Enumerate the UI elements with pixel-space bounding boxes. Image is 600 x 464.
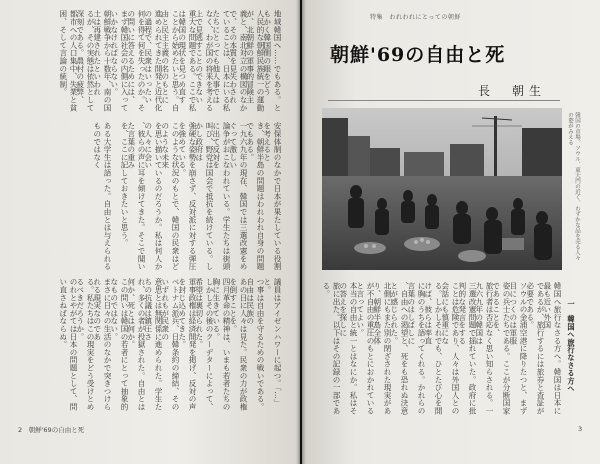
- text-column: 姿の兵士たちである。ここが分断国家であることを、: [491, 282, 511, 415]
- text-column: き、朝鮮半島の問題はわれわれ自身の問題でもある。: [245, 122, 265, 271]
- left-page-folio: 2 朝鮮'69の自由と死: [18, 426, 85, 434]
- text-column: るが、その実態は依然として深刻である。農村の疲弊、: [75, 10, 95, 112]
- text-column: 人民的な朝鮮民族統一の運動が、北朝鮮の軍事的冒険主: [245, 10, 265, 112]
- right-page-folio: 3: [578, 425, 583, 433]
- series-label: 特集 われわれにとっての朝鮮: [370, 14, 461, 21]
- text-column: しかしその後のクーデターによって、希望は裏切られた。: [194, 278, 214, 411]
- book-gutter: [296, 0, 306, 464]
- text-column: を思い描いているのだろうか。私は何人かの人々に会い: [143, 122, 163, 271]
- text-column: まず韓国社会の内側に入っていかなければならない。: [109, 10, 129, 112]
- section-heading: 一 韓国へ旅行なさる方へ: [567, 300, 576, 393]
- market-photo: [322, 108, 562, 270]
- photo-caption: 韓国の市場。ソウル、東大門の近く、わずかな品を売る人々の姿がみえる: [567, 112, 580, 261]
- text-column: このような状況のもとで、韓国の民衆はどのような未来: [160, 122, 180, 271]
- text-column: 旅行者は否応なく思い知らされる。一九六九年の韓国は: [474, 282, 494, 415]
- text-column: 意思とは無関係に進められた。学生たちの抗議は鎮圧さ: [143, 278, 163, 411]
- text-column: が不自由の重圧のもとにおかれていると言ってよい。: [355, 282, 375, 415]
- left-page-top-block: [60, 10, 282, 118]
- text-column: 朝鮮戦争から十数年、南の国土は再建されたといわれ: [92, 10, 112, 112]
- text-column: つ事は自由を守るための戦いである。自由は民族の: [245, 278, 265, 411]
- text-column: 本当の自由と統一とはなにか。私はその答えを探しに: [338, 282, 358, 415]
- text-column: であるが、旅行するには旅券と査証が必要である。: [525, 282, 545, 415]
- right-page-bottom-block: [318, 282, 562, 422]
- text-column: 一九六九年の現在、韓国では三選改憲をめぐって激しい: [228, 122, 248, 271]
- article-author: 長 朝生: [478, 84, 547, 98]
- text-column: を、ここに記しておきたいと思う。: [120, 122, 129, 247]
- text-column: 四月革命の精神は、いまも若者たちの胸に生きている。: [211, 278, 231, 411]
- text-column: まさに日々の生活のなかで突きつけられる現実なのであ: [92, 278, 112, 411]
- text-column: ことは危険であり、人々は外国人との会話にも慎重にな: [440, 282, 460, 415]
- text-column: のれとやがては日本の問題として、問い直さねばならぬ。: [58, 278, 78, 411]
- title-rule: [328, 100, 560, 101]
- left-page-bottom-block: [60, 278, 282, 418]
- text-column: る。私たちはこの現実をどう受けとめるべきだろうか。: [75, 278, 95, 411]
- text-column: 叫び、野党は国会で抵抗を続けている。しかし政府は: [194, 122, 214, 271]
- text-column: る。しかしそれでも、ひとたび心を開けば、彼らは率直: [423, 282, 443, 415]
- text-column: 強硬な姿勢を崩さず、反対派に対する弾圧を強めている。: [177, 122, 197, 271]
- text-column: に胸のうちを語ってくれる。かれらの言葉のはしばしに: [406, 282, 426, 415]
- text-column: なく、わが国の将来を考える上で見逃すことのできない: [194, 10, 214, 112]
- text-column: ことから始めたいと思う。自由と民主主義の名のもとに: [160, 10, 180, 112]
- text-column: ソウルの金浦空港に降りたつと、まず目につくのは軍服: [508, 282, 528, 415]
- text-column: 三選改憲問題で揺れていた。政府に批判的な発言をする: [457, 282, 477, 415]
- text-column: 安保体制のなかで日本が果たしている役割を考えると: [262, 122, 282, 271]
- text-column: この問いは韓国の若者にとって抽象的なものではない。: [109, 278, 129, 411]
- text-column: 、彼らの声に耳を傾けてきた。そこで聞いた言葉の重み: [126, 122, 146, 271]
- text-column: 都市への人口集中、失業と貧困、そして言論の統制。: [58, 10, 78, 112]
- text-column: 重大な問題である。ここで私は韓国の現状を見つめ直す: [177, 10, 197, 112]
- text-column: ベトナム派兵、日韓条約の締結、そのいずれもが民衆の: [160, 278, 180, 411]
- text-column: 何を得て何を失ったのか。その問いに答えるためには、: [126, 10, 146, 112]
- text-column: 、自由への渇望と、死をも恐れぬ決意とが感じられた。: [389, 282, 409, 415]
- text-column: 韓国へ旅行なさる方へ。韓国は日本に最も近い外国: [542, 282, 562, 415]
- text-column: ある大学生は語った。自由とは与えられるものではなく: [92, 122, 112, 271]
- text-column: 軍事政権は経済開発を掲げ、反対の声を封じ込めてきた。: [177, 278, 197, 411]
- text-column: あの日に人々は見た。民衆の力が政権を倒すことを。: [228, 278, 248, 411]
- text-column: 論争がおこなわれている。学生たちは街頭に出て反対を: [211, 122, 231, 271]
- article-title: 朝鮮'69の自由と死: [330, 44, 506, 66]
- left-page-middle-block: [60, 122, 282, 272]
- text-column: 義と、南北対立の構図のなかで、その本質を見失わされ: [228, 10, 248, 112]
- text-column: 議員はアイゼンハワーに起つ。「…」と。: [262, 278, 282, 407]
- text-column: れ、多くの者が投獄された。自由とは何か、死とは何か。: [126, 278, 146, 411]
- text-column: 旅に出た。以下はその記録の一部である。: [321, 282, 341, 415]
- text-column: 進められてきた開発と近代化の過程で、民衆はいったい: [143, 10, 163, 112]
- text-column: 北側にもまた別の閉ざされた現実があり、朝鮮半島全体: [372, 282, 392, 415]
- text-column: ていることは、日本にいる私たちにとっても他人事では: [211, 10, 231, 112]
- text-column: 地域韓国へ……でもある。ともかく韓国側の眼をどう: [262, 10, 282, 112]
